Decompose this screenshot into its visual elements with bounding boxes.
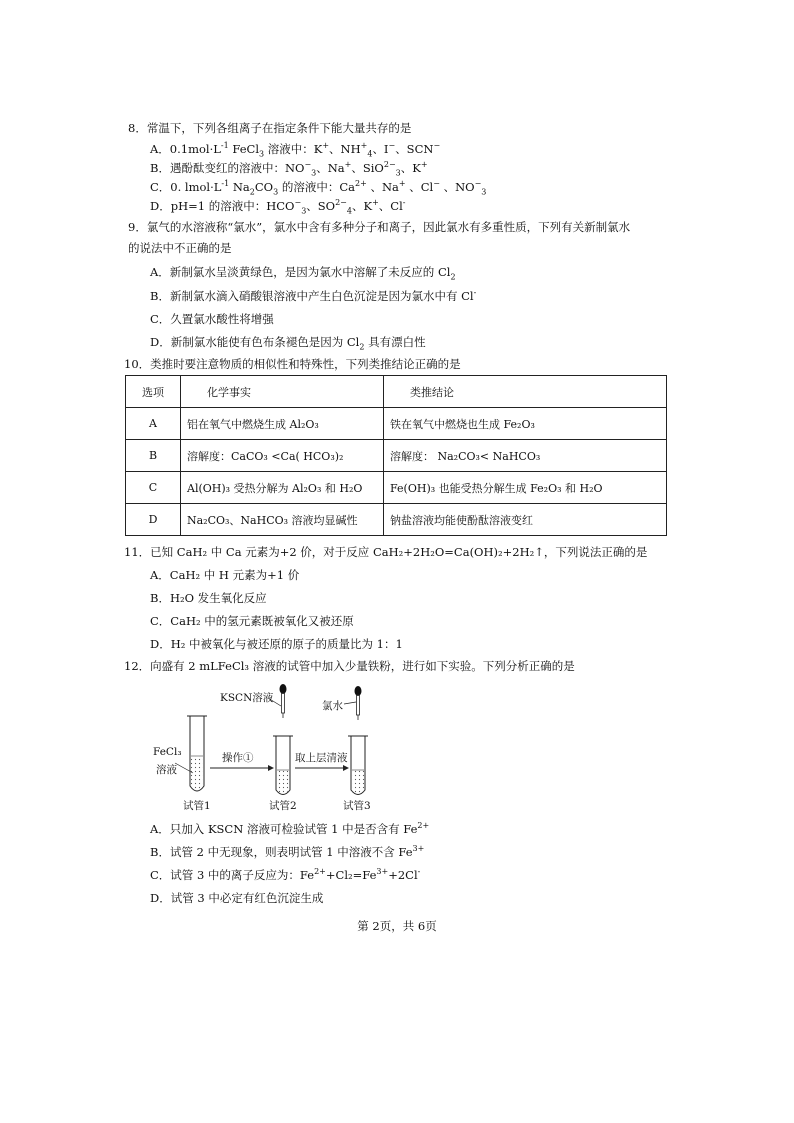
take-supernatant-label: 取上层清液 — [295, 752, 348, 764]
tube2-label: 试管2 — [269, 800, 297, 812]
q12-option-a: A．只加入 KSCN 溶液可检验试管 1 中是否含有 $Fe^{2+}$ — [150, 821, 430, 836]
q11-stem: 11．已知 CaH₂ 中 Ca 元素为+2 价，对于反应 CaH₂+2H₂O=Ca(OH)₂+2H₂↑，下列说法正确的是 — [124, 545, 648, 559]
q9-stem-line2: 的说法中不正确的是 — [128, 241, 232, 255]
row-fact: 溶解度：CaCO₃ <Ca( HCO₃)₂ — [181, 440, 384, 472]
header-option: 选项 — [126, 376, 181, 408]
table-row — [126, 408, 667, 440]
op1-label: 操作① — [222, 752, 254, 764]
arrow-op1 — [210, 765, 274, 771]
q8-option-d: D．pH=1 的溶液中：$HCO^-_3$、$SO^{2-}_4$、K+、Cl- — [150, 198, 406, 216]
header-conclusion: 类推结论 — [384, 376, 667, 408]
q11-option-d: D．H₂ 中被氧化与被还原的原子的质量比为 1：1 — [150, 637, 403, 651]
table-header-row — [126, 376, 667, 408]
row-fact: Al(OH)₃ 受热分解为 Al₂O₃ 和 H₂O — [181, 472, 384, 504]
test-tube-2 — [273, 736, 293, 795]
tube1-label: 试管1 — [183, 800, 211, 812]
q10-stem: 10．类推时要注意物质的相似性和特殊性，下列类推结论正确的是 — [124, 357, 461, 371]
row-conclusion: 钠盐溶液均能使酚酞溶液变红 — [384, 504, 667, 536]
q8-stem: 8．常温下，下列各组离子在指定条件下能大量共存的是 — [128, 121, 412, 135]
arrow-take-supernatant — [295, 765, 349, 771]
q12-option-d: D．试管 3 中必定有红色沉淀生成 — [150, 891, 324, 905]
dropper-2 — [355, 686, 362, 720]
q12-stem: 12．向盛有 2 mLFeCl₃ 溶液的试管中加入少量铁粉，进行如下实验。下列分析正确的是 — [124, 659, 575, 673]
analogy-table — [125, 375, 667, 536]
row-option: D — [126, 504, 181, 536]
table-row — [126, 504, 667, 536]
row-fact: Na₂CO₃、NaHCO₃ 溶液均显碱性 — [181, 504, 384, 536]
q8-option-a: A．$0.1mol\cdot L^{-1}$ FeCl$_3$ 溶液中：K+、$NH^+_4$、I−、SCN− — [150, 141, 441, 159]
q9-option-c: C．久置氯水酸性将增强 — [150, 312, 274, 326]
row-conclusion: 铁在氧气中燃烧也生成 Fe₂O₃ — [384, 408, 667, 440]
q11-option-a: A．CaH₂ 中 H 元素为+1 价 — [150, 568, 300, 582]
row-option: A — [126, 408, 181, 440]
row-conclusion: 溶解度： Na₂CO₃< NaHCO₃ — [384, 440, 667, 472]
q11-option-c: C．CaH₂ 中的氢元素既被氧化又被还原 — [150, 614, 354, 628]
page-footer: 第 2页，共 6页 — [357, 919, 437, 933]
table-row — [126, 472, 667, 504]
kscn-label: KSCN溶液 — [220, 692, 274, 704]
row-option: C — [126, 472, 181, 504]
q12-option-c: C．试管 3 中的离子反应为：$Fe^{2+}+Cl_2=Fe^{3+}+2Cl^-$ — [150, 867, 421, 882]
solution-label: 溶液 — [156, 764, 177, 776]
q11-option-b: B．H₂O 发生氧化反应 — [150, 591, 267, 605]
q9-option-d: D．新制氯水能使有色布条褪色是因为 $Cl_2$ 具有漂白性 — [150, 335, 426, 352]
chlorine-water-label: 氯水 — [322, 700, 343, 712]
header-fact: 化学事实 — [181, 376, 384, 408]
q8-option-c: C．0. $lmol\cdot L^{-1}$ $Na_2CO_3$ 的溶液中：$Ca^{2+}$ 、Na+ 、Cl− 、$NO^-_3$ — [150, 179, 487, 197]
q9-option-b: B．新制氯水滴入硝酸银溶液中产生白色沉淀是因为氯水中有 Cl- — [150, 288, 477, 303]
row-conclusion: Fe(OH)₃ 也能受热分解生成 Fe₂O₃ 和 H₂O — [384, 472, 667, 504]
chlorine-leader-line — [344, 702, 356, 704]
dropper-1 — [280, 684, 287, 718]
test-tube-1 — [187, 716, 207, 791]
test-tube-3 — [348, 736, 368, 795]
fecl3-label: FeCl₃ — [153, 746, 182, 758]
row-option: B — [126, 440, 181, 472]
test-tube-diagram — [150, 678, 410, 813]
table-row — [126, 440, 667, 472]
q12-option-b: B．试管 2 中无现象，则表明试管 1 中溶液不含 $Fe^{3+}$ — [150, 844, 425, 859]
q9-option-a: A．新制氯水呈淡黄绿色，是因为氯水中溶解了未反应的 $Cl_2$ — [150, 265, 456, 282]
q8-option-b: B．遇酚酞变红的溶液中：$NO^-_3$、Na+、SiO$^{2-}_3$、K+ — [150, 160, 428, 178]
q9-stem-line1: 9．氯气的水溶液称“氯水”，氯水中含有多种分子和离子，因此氯水有多重性质，下列有关新制氯水 — [128, 220, 631, 234]
experiment-diagram — [150, 678, 410, 813]
row-fact: 铝在氧气中燃烧生成 Al₂O₃ — [181, 408, 384, 440]
tube3-label: 试管3 — [343, 800, 371, 812]
